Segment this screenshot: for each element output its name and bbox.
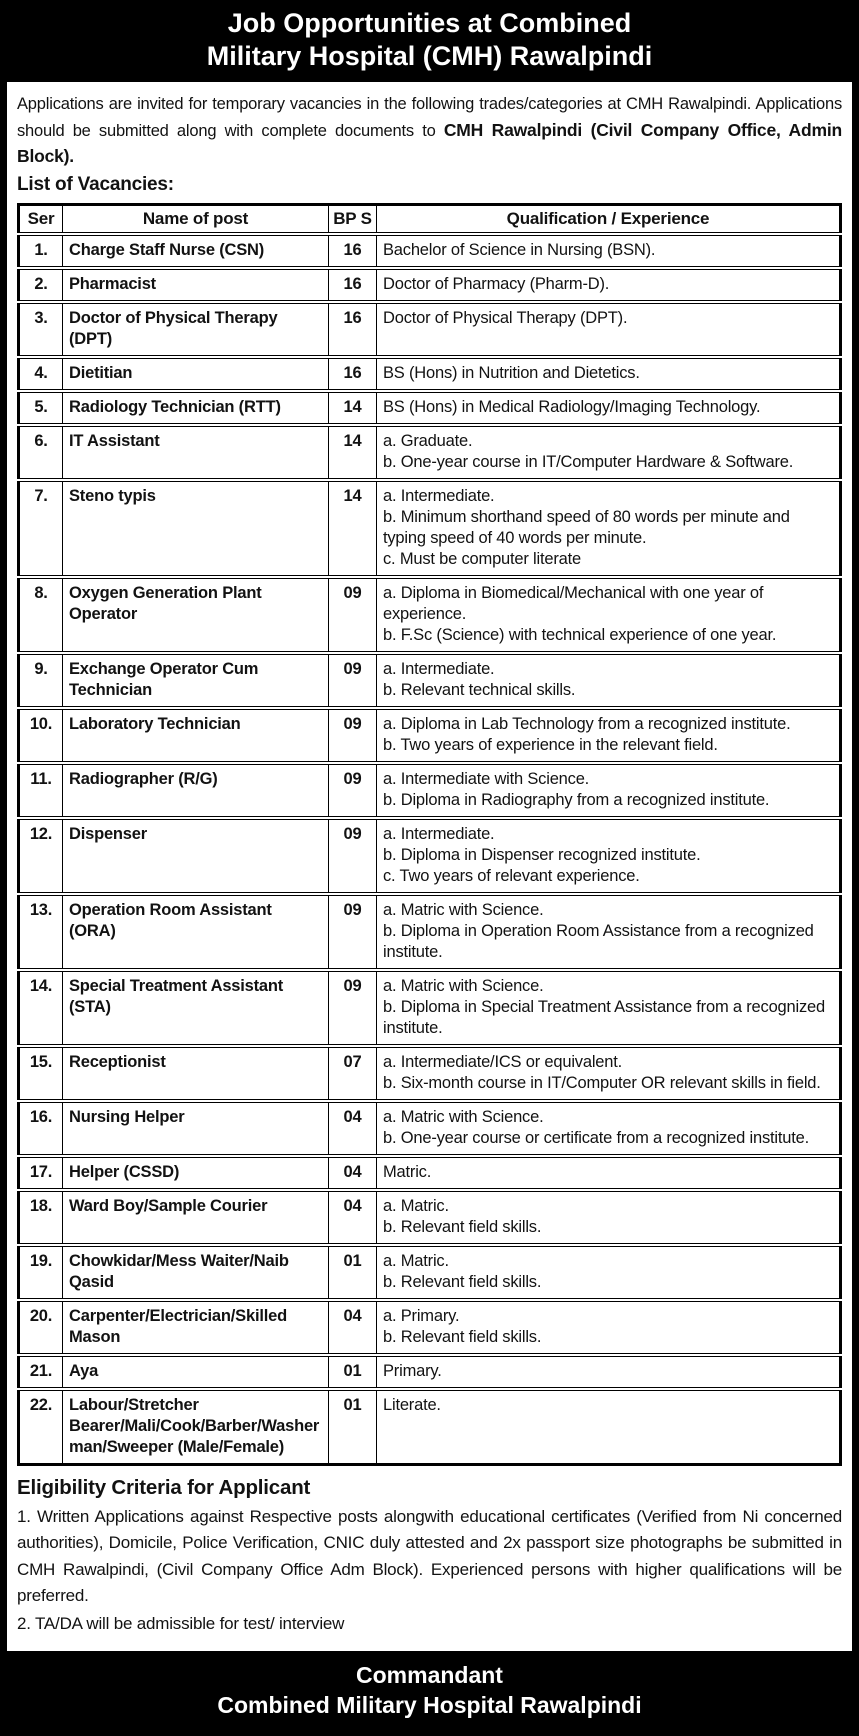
table-row [19,302,841,357]
cell-post-name: Oxygen Generation Plant Operator [63,577,329,653]
qualification-line: a. Graduate. [383,431,473,450]
cell-bps: 09 [329,818,377,894]
cell-post-name: Doctor of Physical Therapy (DPT) [63,302,329,357]
qualification-line: a. Intermediate. [383,824,495,843]
cell-qualification [377,1245,841,1300]
cell-bps: 04 [329,1190,377,1245]
intro-submission-address: CMH Rawalpindi (Civil Company Office, Admin Block). [17,119,842,166]
cell-bps: 04 [329,1156,377,1190]
cell-qualification [377,425,841,480]
qualification-line: a. Diploma in Biomedical/Mechanical with one year of experience. [383,583,764,623]
signatory-title: Commandant [356,1662,503,1688]
cell-qualification [377,1046,841,1101]
cell-qualification [377,763,841,818]
qualification-line: b. Relevant field skills. [383,1217,542,1236]
cell-qualification [377,1156,841,1190]
cell-post-name: Steno typis [63,480,329,577]
cell-ser: 21. [19,1355,63,1389]
ad-masthead [0,0,859,82]
cell-post-name: Labour/Stretcher Bearer/Mali/Cook/Barber/Washer man/Sweeper (Male/Female) [63,1389,329,1465]
column-header-bps: BP S [329,204,377,234]
cell-bps: 07 [329,1046,377,1101]
qualification-line: b. One-year course or certificate from a recognized institute. [383,1128,809,1147]
table-row [19,1190,841,1245]
qualification-line: b. Six-month course in IT/Computer OR relevant skills in field. [383,1073,821,1092]
cell-ser: 9. [19,653,63,708]
cell-bps: 04 [329,1300,377,1355]
cell-post-name: Nursing Helper [63,1101,329,1156]
table-row [19,894,841,970]
qualification-line: b. Two years of experience in the relevant field. [383,735,718,754]
eligibility-heading: Eligibility Criteria for Applicant [17,1475,311,1499]
cell-post-name: IT Assistant [63,425,329,480]
cell-post-name: Radiology Technician (RTT) [63,391,329,425]
table-row [19,763,841,818]
qualification-line: c. Two years of relevant experience. [383,866,640,885]
qualification-line: BS (Hons) in Nutrition and Dietetics. [383,363,640,382]
qualification-line: a. Primary. [383,1306,460,1325]
table-row [19,391,841,425]
qualification-line: Bachelor of Science in Nursing (BSN). [383,240,656,259]
list-of-vacancies-heading: List of Vacancies: [17,173,174,195]
qualification-line: b. Relevant field skills. [383,1327,542,1346]
cell-ser: 22. [19,1389,63,1465]
eligibility-item-2: 2. TA/DA will be admissible for test/ interview [17,1613,345,1633]
qualification-line: Doctor of Physical Therapy (DPT). [383,308,628,327]
cell-ser: 6. [19,425,63,480]
cell-qualification [377,234,841,268]
cell-qualification [377,970,841,1046]
cell-ser: 20. [19,1300,63,1355]
intro-paragraph [17,92,842,171]
qualification-line: b. Diploma in Dispenser recognized institute. [383,845,701,864]
cell-post-name: Pharmacist [63,268,329,302]
cell-ser: 15. [19,1046,63,1101]
cell-ser: 10. [19,708,63,763]
cell-bps: 14 [329,391,377,425]
table-row [19,818,841,894]
qualification-line: a. Matric with Science. [383,900,544,919]
cell-qualification [377,818,841,894]
table-row [19,357,841,391]
qualification-line: b. Diploma in Operation Room Assistance from a recognized institute. [383,921,814,961]
cell-qualification [377,357,841,391]
qualification-line: Matric. [383,1162,432,1181]
qualification-line: a. Intermediate. [383,486,495,505]
cell-post-name: Exchange Operator Cum Technician [63,653,329,708]
qualification-line: a. Diploma in Lab Technology from a recognized institute. [383,714,791,733]
cell-ser: 17. [19,1156,63,1190]
qualification-line: b. F.Sc (Science) with technical experience of one year. [383,625,777,644]
cell-ser: 19. [19,1245,63,1300]
column-header-name-of-post: Name of post [63,204,329,234]
qualification-line: Literate. [383,1395,441,1414]
cell-post-name: Dietitian [63,357,329,391]
cell-post-name: Charge Staff Nurse (CSN) [63,234,329,268]
vacancies-table [17,203,842,1466]
cell-post-name: Chowkidar/Mess Waiter/Naib Qasid [63,1245,329,1300]
cell-post-name: Special Treatment Assistant (STA) [63,970,329,1046]
cell-qualification [377,1355,841,1389]
qualification-line: a. Intermediate. [383,659,495,678]
table-row [19,1355,841,1389]
table-header-row [19,204,841,234]
cell-qualification [377,1101,841,1156]
qualification-line: b. Relevant field skills. [383,1272,542,1291]
cell-ser: 2. [19,268,63,302]
cell-qualification [377,653,841,708]
qualification-line: Doctor of Pharmacy (Pharm-D). [383,274,610,293]
cell-bps: 09 [329,653,377,708]
cell-bps: 09 [329,763,377,818]
qualification-line: b. Diploma in Radiography from a recognized institute. [383,790,770,809]
cell-qualification [377,894,841,970]
cell-qualification [377,302,841,357]
cell-ser: 13. [19,894,63,970]
cell-ser: 14. [19,970,63,1046]
cell-ser: 4. [19,357,63,391]
cell-qualification [377,1389,841,1465]
vacancies-table-head [19,204,841,234]
ad-footer [0,1651,859,1736]
qualification-line: b. Relevant technical skills. [383,680,576,699]
vacancies-table-body [19,234,841,1465]
table-row [19,1245,841,1300]
table-row [19,234,841,268]
cell-post-name: Ward Boy/Sample Courier [63,1190,329,1245]
cell-ser: 16. [19,1101,63,1156]
cell-qualification [377,480,841,577]
cell-post-name: Helper (CSSD) [63,1156,329,1190]
qualification-line: BS (Hons) in Medical Radiology/Imaging Technology. [383,397,761,416]
cell-bps: 01 [329,1389,377,1465]
cell-qualification [377,391,841,425]
qualification-line: a. Matric with Science. [383,1107,544,1126]
cell-qualification [377,1190,841,1245]
table-row [19,708,841,763]
table-row [19,1101,841,1156]
cell-bps: 16 [329,268,377,302]
table-row [19,480,841,577]
cell-post-name: Receptionist [63,1046,329,1101]
ad-title-line1: Job Opportunities at Combined [227,8,632,38]
qualification-line: b. One-year course in IT/Computer Hardware & Software. [383,452,794,471]
cell-bps: 09 [329,894,377,970]
table-row [19,1300,841,1355]
cell-bps: 04 [329,1101,377,1156]
table-row [19,425,841,480]
cell-bps: 16 [329,357,377,391]
cell-qualification [377,708,841,763]
cell-qualification [377,268,841,302]
cell-ser: 3. [19,302,63,357]
ad-body [7,82,852,1651]
qualification-line: c. Must be computer literate [383,549,581,568]
cell-bps: 09 [329,577,377,653]
qualification-line: a. Intermediate/ICS or equivalent. [383,1052,623,1071]
qualification-line: a. Matric. [383,1251,449,1270]
cell-bps: 14 [329,425,377,480]
column-header-qualification: Qualification / Experience [377,204,841,234]
table-row [19,970,841,1046]
cell-ser: 12. [19,818,63,894]
cell-ser: 8. [19,577,63,653]
qualification-line: b. Minimum shorthand speed of 80 words per minute and typing speed of 40 words per minute. [383,507,790,547]
cell-bps: 09 [329,970,377,1046]
cell-post-name: Operation Room Assistant (ORA) [63,894,329,970]
table-row [19,268,841,302]
cell-bps: 14 [329,480,377,577]
cell-qualification [377,577,841,653]
table-row [19,577,841,653]
cell-post-name: Laboratory Technician [63,708,329,763]
cell-bps: 01 [329,1355,377,1389]
cell-ser: 5. [19,391,63,425]
table-row [19,653,841,708]
qualification-line: a. Intermediate with Science. [383,769,590,788]
cell-bps: 09 [329,708,377,763]
cell-post-name: Carpenter/Electrician/Skilled Mason [63,1300,329,1355]
qualification-line: a. Matric. [383,1196,449,1215]
column-header-ser: Ser [19,204,63,234]
qualification-line: b. Diploma in Special Treatment Assistance from a recognized institute. [383,997,825,1037]
cell-ser: 11. [19,763,63,818]
table-row [19,1389,841,1465]
cell-bps: 01 [329,1245,377,1300]
cell-ser: 7. [19,480,63,577]
qualification-line: Primary. [383,1361,442,1380]
cell-post-name: Radiographer (R/G) [63,763,329,818]
ad-title-line2: Military Hospital (CMH) Rawalpindi [206,41,653,71]
cell-bps: 16 [329,302,377,357]
cell-qualification [377,1300,841,1355]
cell-post-name: Aya [63,1355,329,1389]
cell-bps: 16 [329,234,377,268]
eligibility-item-1: 1. Written Applications against Respective posts alongwith educational certificates (Verified from Ni concerned authorities), Domicile, Police Verification, CNIC duly attested and 2x passport size photographs be submitted in CMH Rawalpindi, (Civil Company Office Adm Block). Experienced persons with higher qualifications will be preferred. [17,1506,842,1605]
cell-post-name: Dispenser [63,818,329,894]
qualification-line: a. Matric with Science. [383,976,544,995]
signatory-organization: Combined Military Hospital Rawalpindi [217,1692,642,1718]
table-row [19,1156,841,1190]
table-row [19,1046,841,1101]
intro-text: Applications are invited for temporary vacancies in the following trades/categories at CMH Rawalpindi. Applications should be submitted along with complete documents to [17,95,842,140]
cell-ser: 18. [19,1190,63,1245]
cell-ser: 1. [19,234,63,268]
